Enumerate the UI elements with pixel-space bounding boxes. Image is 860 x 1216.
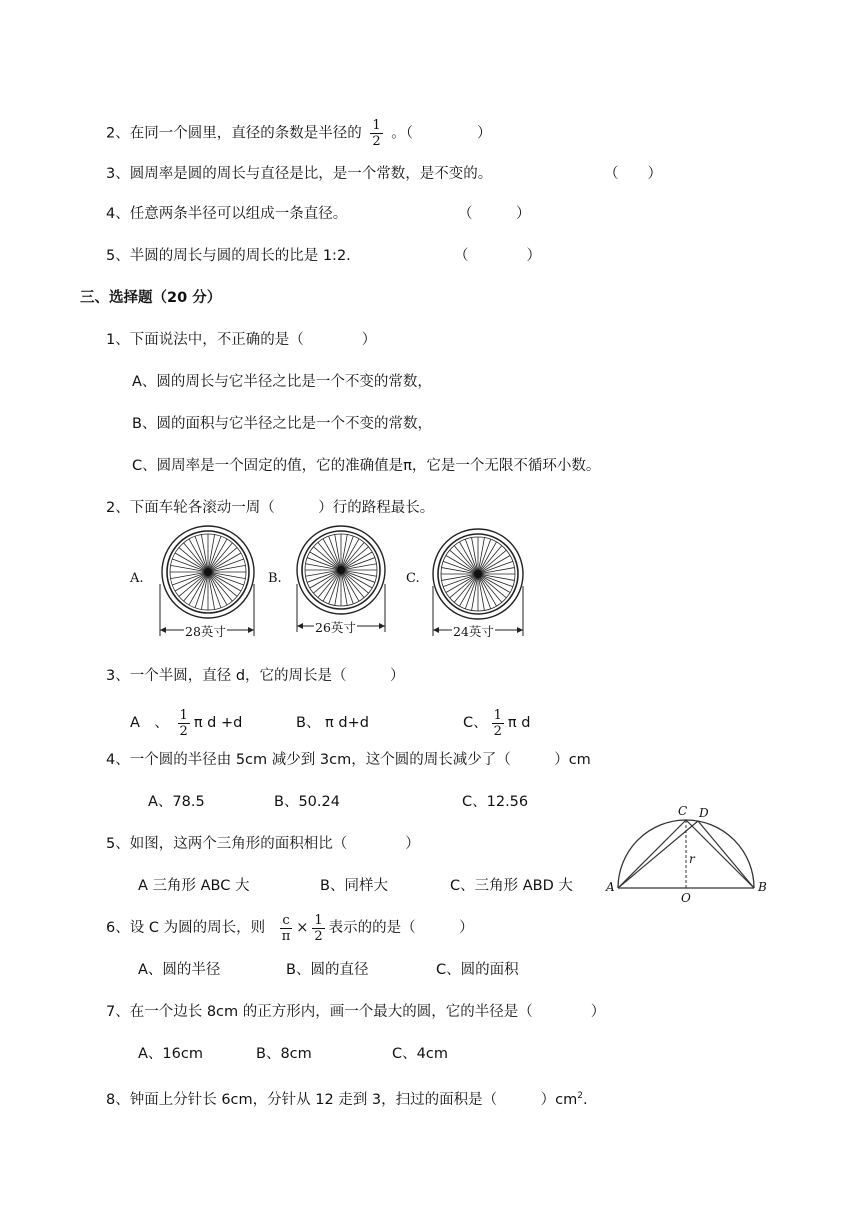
wheel-letter-c: C. — [406, 571, 420, 586]
fraction-denominator: π — [281, 928, 291, 944]
question-text: 8、钟面上分针长 6cm，分针从 12 走到 3，扫过的面积是（ ）cm — [106, 1091, 578, 1108]
label-c: C — [678, 804, 688, 818]
fraction-c-over-pi — [280, 913, 293, 944]
judge-q4-text: 4、任意两条半径可以组成一条直径。 — [106, 206, 348, 222]
choice-q5-option-a[interactable]: A 三角形 ABC 大 — [138, 878, 250, 894]
option-letter: C、 — [463, 715, 488, 731]
choice-q3-stem: 3、一个半圆，直径 d，它的周长是（ ） — [106, 668, 405, 684]
choice-q6-option-b[interactable]: B、圆的直径 — [286, 962, 369, 978]
option-letter: A 、 — [130, 715, 169, 731]
choice-q3-option-b[interactable]: B、 π d+d — [296, 715, 369, 731]
judge-q4 — [106, 204, 347, 224]
choice-q2-stem: 2、下面车轮各滚动一周（ ）行的路程最长。 — [106, 500, 435, 516]
choice-q7-stem: 7、在一个边长 8cm 的正方形内，画一个最大的圆，它的半径是（ ） — [106, 1004, 606, 1020]
option-text: π d +d — [193, 715, 243, 731]
judge-q2 — [106, 118, 491, 149]
superscript: 2 — [577, 1091, 583, 1101]
wheel-size-label-a: 28英寸 — [185, 624, 226, 639]
judge-q5-text: 5、半圆的周长与圆的周长的比是 1:2. — [106, 248, 351, 264]
fraction-numerator: 1 — [179, 707, 188, 723]
choice-q1-option-a[interactable]: A、圆的周长与它半径之比是一个不变的常数， — [132, 374, 432, 390]
judge-q3-text: 3、圆周率是圆的周长与直径是比，是一个常数，是不变的。 — [106, 166, 493, 182]
fraction-numerator: 1 — [493, 707, 502, 723]
choice-q7-option-c[interactable]: C、4cm — [392, 1046, 448, 1062]
choice-q5-stem: 5、如图，这两个三角形的面积相比（ ） — [106, 836, 420, 852]
fraction-numerator: c — [282, 912, 290, 928]
question-text: 6、设 C 为圆的周长，则 — [106, 920, 266, 936]
choice-q6-option-c[interactable]: C、圆的面积 — [436, 962, 519, 978]
wheel-size-label-b: 26英寸 — [315, 620, 356, 635]
wheel-figure-a[interactable] — [128, 524, 268, 642]
label-r: r — [689, 852, 695, 866]
choice-q3-option-a[interactable] — [130, 706, 242, 740]
judge-q2-close: ） — [476, 125, 492, 142]
choice-q3-option-c[interactable] — [463, 706, 530, 740]
judge-q4-answer-blank[interactable]: （ ） — [458, 206, 531, 222]
judge-q2-after: 。（ — [391, 125, 413, 142]
wheel-figure-c[interactable] — [404, 524, 534, 642]
choice-q4-option-b[interactable]: B、50.24 — [274, 794, 340, 810]
choice-q1-option-c[interactable]: C、圆周率是一个固定的值，它的准确值是π，它是一个无限不循环小数。 — [132, 458, 601, 474]
choice-q1-option-b[interactable]: B、圆的面积与它半径之比是一个不变的常数， — [132, 416, 432, 432]
choice-q6-option-a[interactable]: A、圆的半径 — [138, 962, 221, 978]
fraction-one-half — [178, 708, 190, 739]
choice-q1-stem: 1、下面说法中，不正确的是（ ） — [106, 332, 377, 348]
option-text: π d — [507, 715, 531, 731]
choice-q4-stem: 4、一个圆的半径由 5cm 减少到 3cm，这个圆的周长减少了（ ）cm — [106, 752, 591, 768]
section-title: 三、选择题（20 分） — [80, 290, 222, 306]
wheel-letter-a: A. — [130, 571, 144, 586]
fraction-denominator: 2 — [493, 723, 502, 739]
choice-q7-option-b[interactable]: B、8cm — [256, 1046, 312, 1062]
choice-q5-option-b[interactable]: B、同样大 — [320, 878, 388, 894]
fraction-one-half — [492, 708, 504, 739]
judge-q3-answer-blank[interactable]: （ ） — [604, 166, 662, 182]
fraction-denominator: 2 — [179, 723, 188, 739]
fraction-one-half — [312, 913, 324, 944]
choice-q4-option-a[interactable]: A、78.5 — [148, 794, 205, 810]
wheel-letter-b: B. — [268, 571, 282, 586]
times-sign: × — [296, 920, 309, 936]
question-end: . — [583, 1091, 588, 1108]
fraction-denominator: 2 — [314, 928, 323, 944]
choice-q5-option-c[interactable]: C、三角形 ABD 大 — [450, 878, 573, 894]
wheel-size-label-c: 24英寸 — [453, 624, 494, 639]
judge-q2-text: 2、在同一个圆里，直径的条数是半径的 — [106, 125, 362, 142]
choice-q7-option-a[interactable]: A、16cm — [138, 1046, 203, 1062]
semicircle-triangles-figure — [598, 800, 778, 910]
fraction-numerator: 1 — [314, 912, 323, 928]
choice-q8-stem — [106, 1086, 588, 1110]
fraction-numerator: 1 — [372, 118, 381, 133]
judge-q5 — [106, 246, 351, 266]
judge-q3 — [106, 164, 492, 184]
question-text: 表示的的是（ ） — [328, 920, 474, 936]
fraction-one-half — [370, 118, 382, 149]
fraction-denominator: 2 — [372, 134, 381, 149]
label-b: B — [758, 880, 767, 894]
label-a: A — [606, 880, 615, 894]
judge-q5-answer-blank[interactable]: （ ） — [454, 248, 541, 264]
label-d: D — [699, 806, 709, 820]
label-o: O — [681, 891, 691, 905]
choice-q6-stem — [106, 910, 474, 946]
choice-q4-option-c[interactable]: C、12.56 — [462, 794, 529, 810]
wheel-figure-b[interactable] — [266, 524, 396, 642]
